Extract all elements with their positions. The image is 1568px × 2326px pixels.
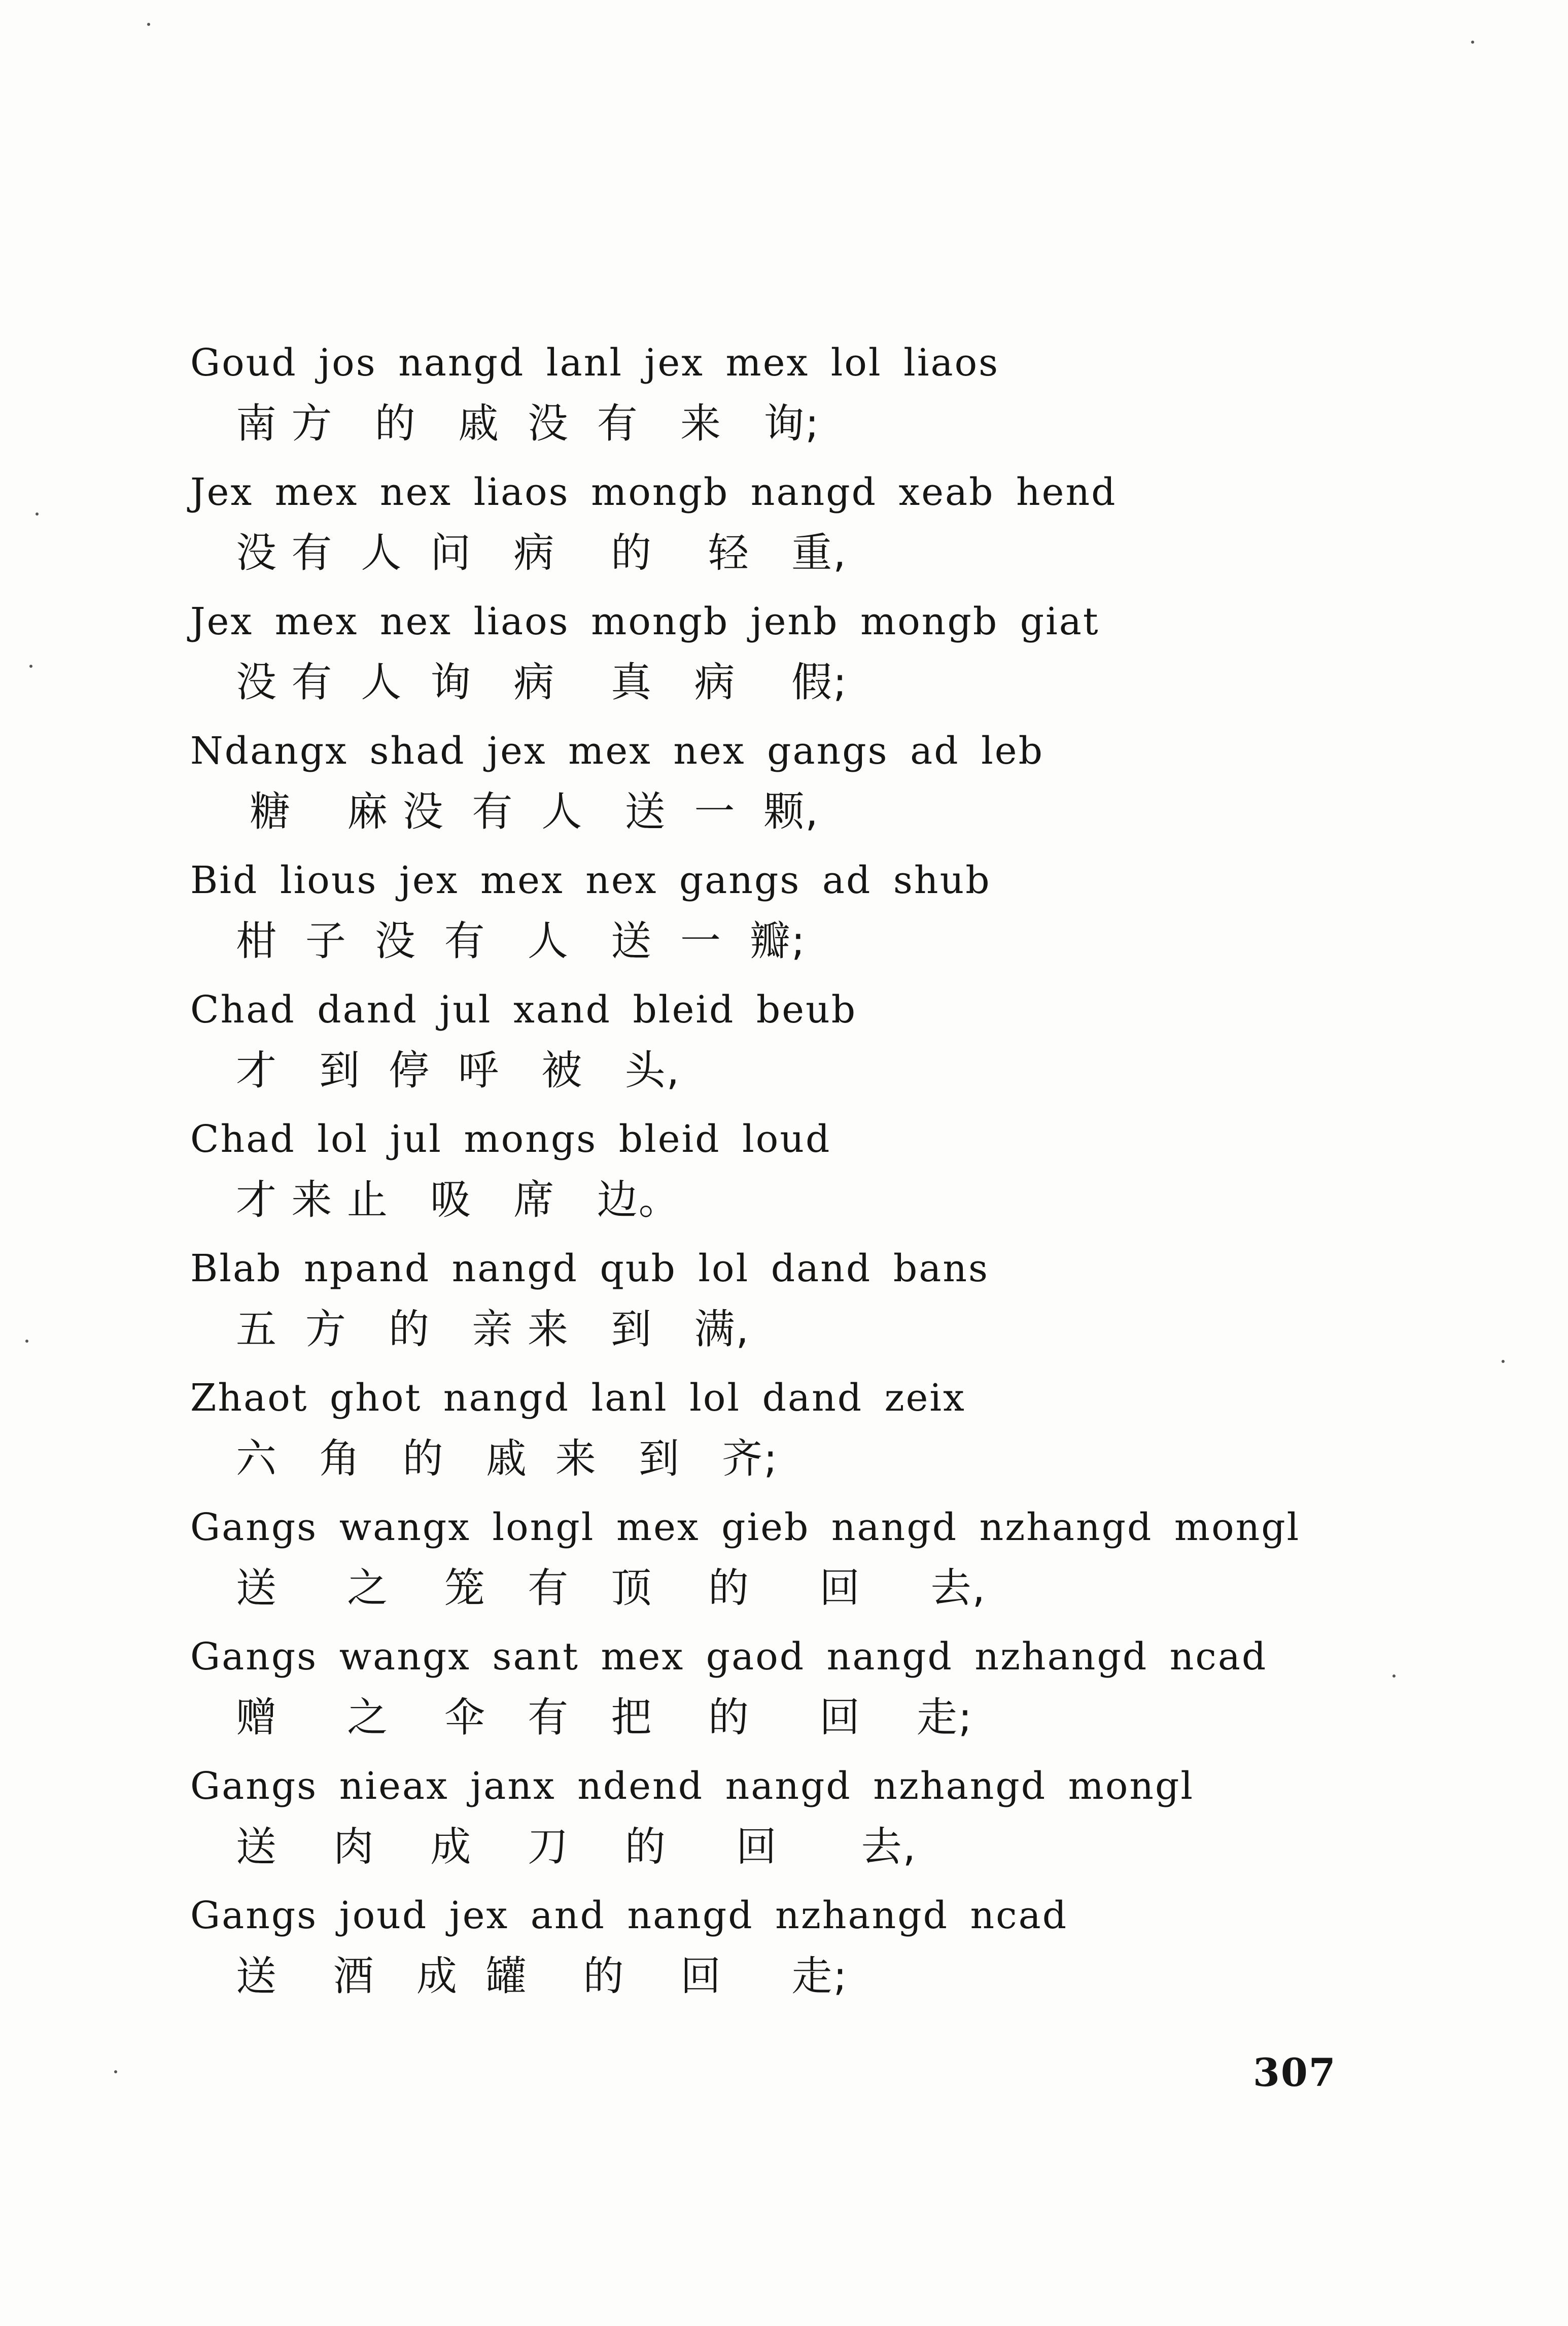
romanized-line: Chad lol jul mongs bleid loud — [190, 1117, 831, 1161]
line-pair — [190, 464, 1408, 594]
romanized-line: Jex mex nex liaos mongb jenb mongb giat — [190, 600, 1100, 643]
scan-speck — [147, 23, 150, 26]
scan-speck — [1392, 1674, 1396, 1678]
line-pair — [190, 852, 1408, 982]
chinese-line: 送 肉 成 刀 的 回 去, — [236, 1823, 917, 1870]
romanized-line: Gangs wangx longl mex gieb nangd nzhangd mongl — [190, 1506, 1301, 1549]
line-pair — [190, 1888, 1408, 2017]
line-pair — [190, 1370, 1408, 1499]
line-pair — [190, 723, 1408, 852]
romanized-line: Jex mex nex liaos mongb nangd xeab hend — [190, 470, 1117, 514]
romanized-line: Zhaot ghot nangd lanl lol dand zeix — [190, 1376, 966, 1420]
scan-speck — [1502, 1360, 1505, 1363]
scan-speck — [29, 665, 32, 668]
chinese-line: 五 方 的 亲 来 到 满, — [236, 1306, 750, 1353]
chinese-line: 赠 之 伞 有 把 的 回 走; — [236, 1694, 973, 1741]
line-pair — [190, 1758, 1408, 1888]
chinese-line: 六 角 的 戚 来 到 齐; — [236, 1435, 779, 1482]
romanized-line: Ndangx shad jex mex nex gangs ad leb — [190, 729, 1044, 773]
bilingual-text-block — [190, 335, 1408, 2017]
chinese-line: 没 有 人 询 病 真 病 假; — [236, 659, 848, 706]
page-number: 307 — [1253, 2050, 1337, 2095]
line-pair — [190, 1111, 1408, 1241]
chinese-line: 没 有 人 问 病 的 轻 重, — [236, 529, 847, 576]
romanized-line: Bid lious jex mex nex gangs ad shub — [190, 859, 991, 902]
chinese-line: 送 酒 成 罐 的 回 走; — [236, 1953, 848, 2000]
scan-speck — [1471, 41, 1474, 44]
scan-speck — [36, 512, 39, 516]
line-pair — [190, 594, 1408, 723]
romanized-line: Goud jos nangd lanl jex mex lol liaos — [190, 341, 1000, 385]
chinese-line: 糖 麻 没 有 人 送 一 颗, — [236, 788, 819, 835]
romanized-line: Gangs joud jex and nangd nzhangd ncad — [190, 1894, 1068, 1937]
chinese-line: 柑 子 没 有 人 送 一 瓣; — [236, 917, 806, 965]
romanized-line: Chad dand jul xand bleid beub — [190, 988, 857, 1032]
chinese-line: 送 之 笼 有 顶 的 回 去, — [236, 1564, 986, 1612]
line-pair — [190, 982, 1408, 1111]
line-pair — [190, 1629, 1408, 1758]
scan-speck — [25, 1340, 28, 1343]
line-pair — [190, 335, 1408, 464]
line-pair — [190, 1499, 1408, 1629]
chinese-line: 才 到 停 呼 被 头, — [236, 1047, 681, 1094]
scan-speck — [114, 2070, 117, 2073]
line-pair — [190, 1241, 1408, 1370]
romanized-line: Blab npand nangd qub lol dand bans — [190, 1247, 989, 1290]
chinese-line: 才 来 止 吸 席 边。 — [236, 1176, 680, 1223]
chinese-line: 南 方 的 戚 没 有 来 询; — [236, 400, 820, 447]
romanized-line: Gangs wangx sant mex gaod nangd nzhangd ncad — [190, 1635, 1268, 1679]
romanized-line: Gangs nieax janx ndend nangd nzhangd mongl — [190, 1764, 1195, 1808]
